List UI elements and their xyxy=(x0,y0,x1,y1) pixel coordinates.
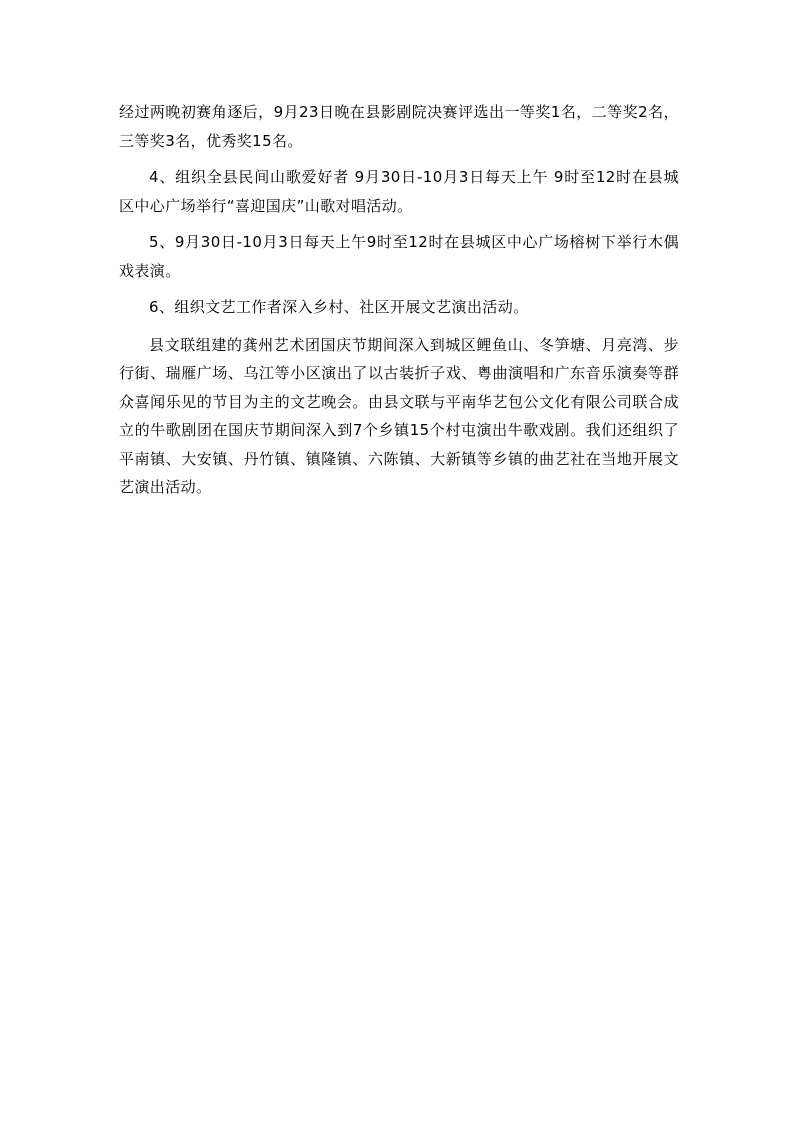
paragraph-item-6-performances: 6、组织文艺工作者深入乡村、社区开展文艺演出活动。 xyxy=(149,298,529,316)
paragraph-item-5-puppet-show: 5、9月30日-10月3日每天上午9时至12时在县城区中心广场榕树下举行木偶戏表演。 xyxy=(119,233,679,280)
paragraph-contest-results: 经过两晚初赛角逐后，9月23日晚在县影剧院决赛评选出一等奖1名，二等奖2名，三等奖3名，优秀奖15名。 xyxy=(119,103,679,150)
paragraph-item-4-folk-song: 4、组织全县民间山歌爱好者 9月30日-10月3日每天上午 9时至12时在县城区中心广场举行“喜迎国庆”山歌对唱活动。 xyxy=(119,168,679,215)
document-body xyxy=(119,98,679,502)
paragraph-art-troupe: 县文联组建的龚州艺术团国庆节期间深入到城区鲤鱼山、冬笋塘、月亮湾、步行街、瑞雁广场、乌江等小区演出了以古装折子戏、粤曲演唱和广东音乐演奏等群众喜闻乐见的节目为主的文艺晚会。由县文联与平南华艺包公文化有限公司联合成立的牛歌剧团在国庆节期间深入到7个乡镇15个村屯演出牛歌戏剧。我们还组织了平南镇、大安镇、丹竹镇、镇隆镇、六陈镇、大新镇等乡镇的曲艺社在当地开展文艺演出活动。 xyxy=(119,335,679,496)
